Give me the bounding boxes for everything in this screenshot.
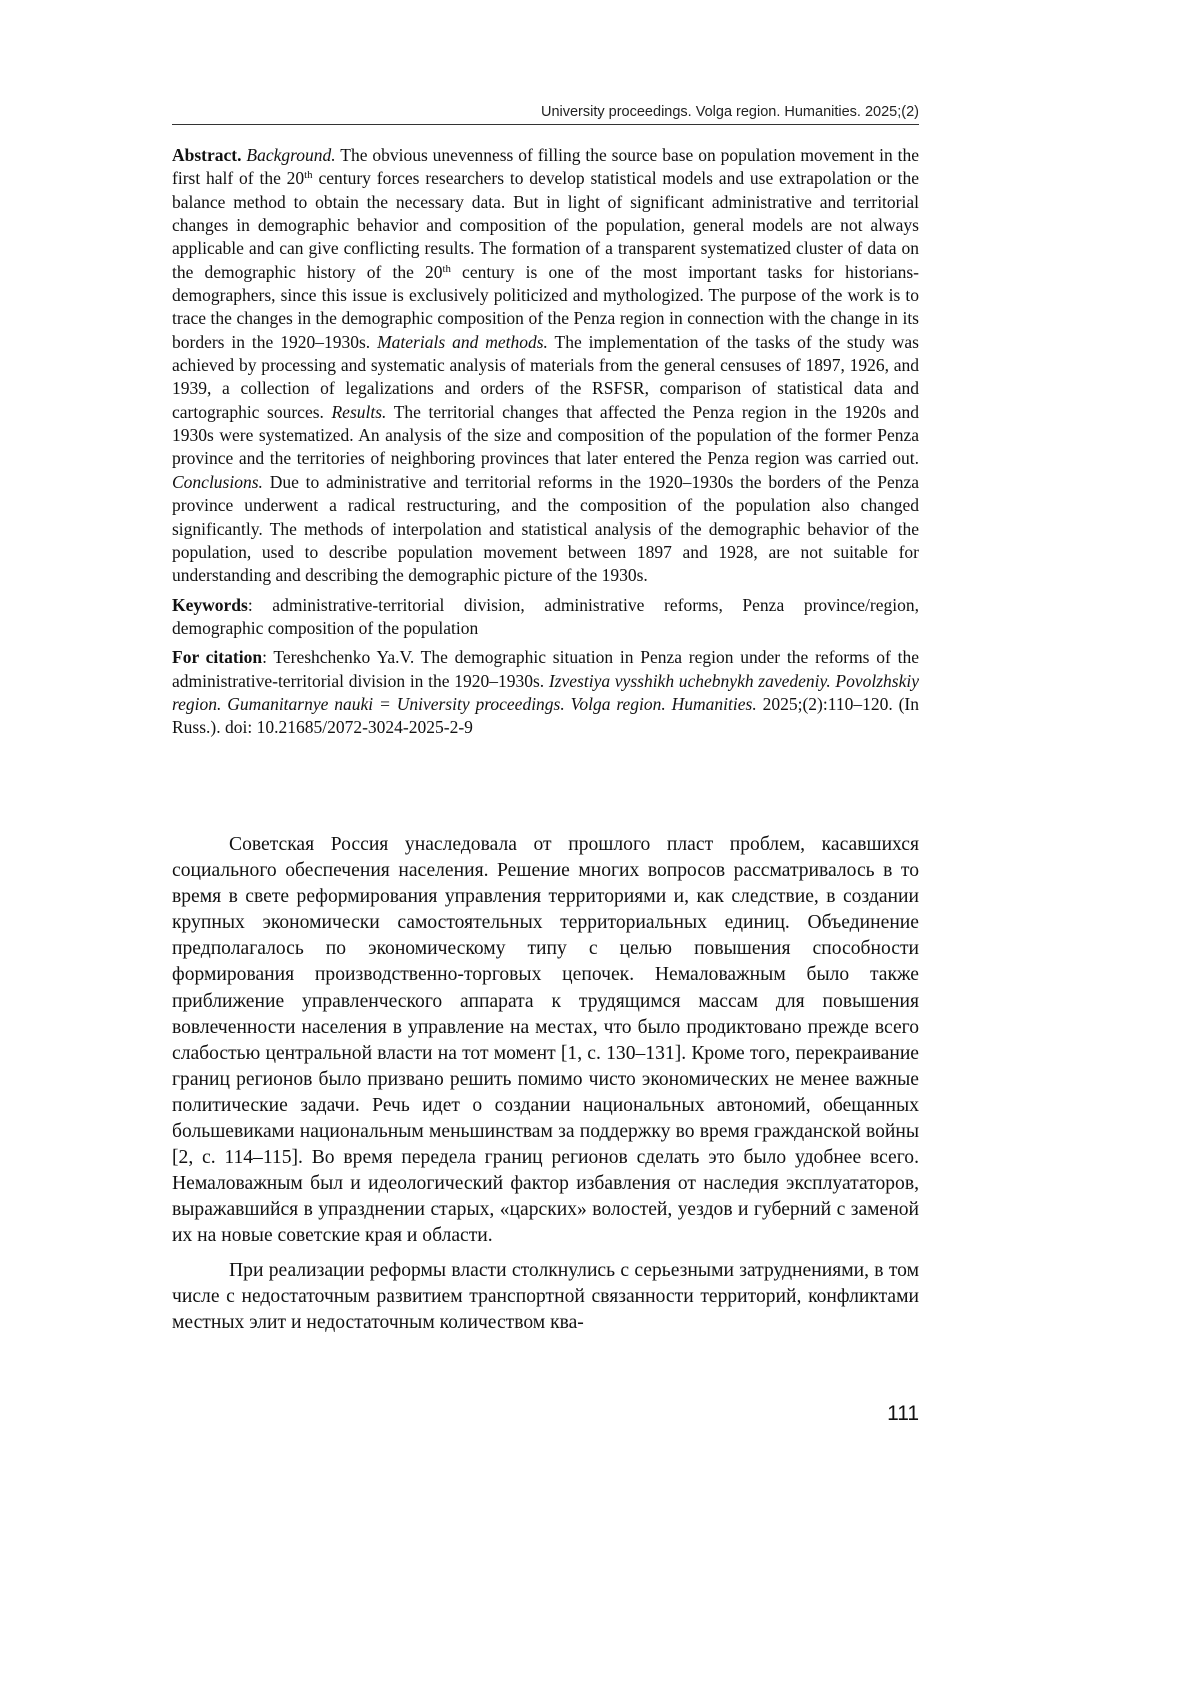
background-label: Background. bbox=[246, 145, 336, 165]
background-text-1: The obvious unevenness of filling the source base on population movement in the first half of the 20 bbox=[172, 145, 920, 189]
keywords-label: Keywords bbox=[172, 594, 248, 615]
keywords-text: : administrative-territorial division, administrative reforms, Penza province/region, demographic composition of the population bbox=[172, 594, 919, 638]
body-paragraph-1: Советская Россия унаследовала от прошлого пласт проблем, касавшихся социального обеспечения населения. Решение многих вопросов рассматривалось в то время в свете реформирования управления территориями и, как следствие, в создании крупных экономически самостоятельных территориальных единиц. Объединение предполагалось по экономическому типу с целью повышения способности формирования производственно-торговых цепочек. Немаловажным было также приближение управленческого аппарата к трудящимся массам для повышения вовлеченности населения в управление на местах, что было продиктовано прежде всего слабостью центральной власти на тот момент [1, с. 130–131]. Кроме того, перекраивание границ регионов было призвано решить помимо чисто экономических не менее важные политические задачи. Речь идет о создании национальных автономий, обещанных большевиками национальным меньшинствам за поддержку во время гражданской войны [2, с. 114–115]. Во время передела границ регионов сделать это было удобнее всего. Немаловажным был и идеологический фактор избавления от наследия эксплуататоров, выражавшийся в упразднении старых, «царских» волостей, уездов и губерний с заменой их на новые советские края и области. bbox=[172, 834, 919, 1247]
methods-label: Materials and methods. bbox=[377, 331, 548, 352]
background-text-3: century is one of the most important tasks for historians-demographers, since this issue is exclusively politicized and mythologized. The purpose of the work is to trace the changes in the demographic composition of the Penza region in connection with the change in its borders in the 1920–1930s. bbox=[172, 261, 919, 352]
results-text: The territorial changes that affected the Penza region in the 1920s and 1930s were systematized. An analysis of the size and composition of the population of the former Penza province and the territories of neighboring provinces that later entered the Penza region was carried out. bbox=[172, 401, 919, 469]
conclusions-label: Conclusions. bbox=[172, 471, 263, 492]
methods-text: The implementation of the tasks of the study was achieved by processing and systematic analysis of materials from the general censuses of 1897, 1926, and 1939, a collection of legalizations and orders of the RSFSR, comparison of statistical data and cartographic sources. bbox=[172, 331, 919, 422]
conclusions-text: Due to administrative and territorial reforms in the 1920–1930s the borders of the Penza province underwent a radical restructuring, and the composition of the population also changed significantly. The methods of interpolation and statistical analysis of the demographic behavior of the population, used to describe population movement between 1897 and 1928, are not suitable for understanding and describing the demographic picture of the 1930s. bbox=[172, 471, 919, 586]
citation-journal: Izvestiya vysshikh uchebnykh zavedeniy. Povolzhskiy region. Gumanitarnye nauki = University proceedings. Volga region. Humanities. bbox=[172, 670, 919, 714]
citation-text-1: : Tereshchenko Ya.V. The demographic situation in Penza region under the reforms of the administrative-territorial division in the 1920–1930s. bbox=[172, 647, 919, 691]
results-label: Results. bbox=[331, 401, 387, 422]
header-rule bbox=[172, 124, 919, 125]
citation-label: For citation bbox=[172, 647, 263, 668]
abstract-label: Abstract. bbox=[172, 145, 242, 165]
citation-paragraph bbox=[172, 646, 919, 739]
abstract-block bbox=[172, 144, 919, 740]
body-paragraph-2: При реализации реформы власти столкнулись с серьезными затруднениями, в том числе с недостаточным развитием транспортной связанности территорий, конфликтами местных элит и недостаточным количеством ква- bbox=[172, 1259, 919, 1333]
page-number: 111 bbox=[887, 1402, 919, 1425]
running-header: University proceedings. Volga region. Humanities. 2025;(2) bbox=[540, 104, 919, 120]
body-text bbox=[172, 832, 919, 1336]
background-text-2: century forces researchers to develop statistical models and use extrapolation or the balance method to obtain the necessary data. But in light of significant administrative and territorial changes in demographic behavior and composition of the population, general models are not always applicable and can give conflicting results. The formation of a transparent systematized cluster of data on the demographic history of the 20 bbox=[172, 168, 919, 282]
superscript-th-1: th bbox=[304, 169, 313, 182]
abstract-paragraph bbox=[172, 144, 919, 588]
citation-text-2: 2025;(2):110–120. (In Russ.). doi: 10.21685/2072-3024-2025-2-9 bbox=[172, 693, 920, 738]
keywords-paragraph bbox=[172, 594, 919, 641]
superscript-th-2: th bbox=[442, 262, 451, 275]
